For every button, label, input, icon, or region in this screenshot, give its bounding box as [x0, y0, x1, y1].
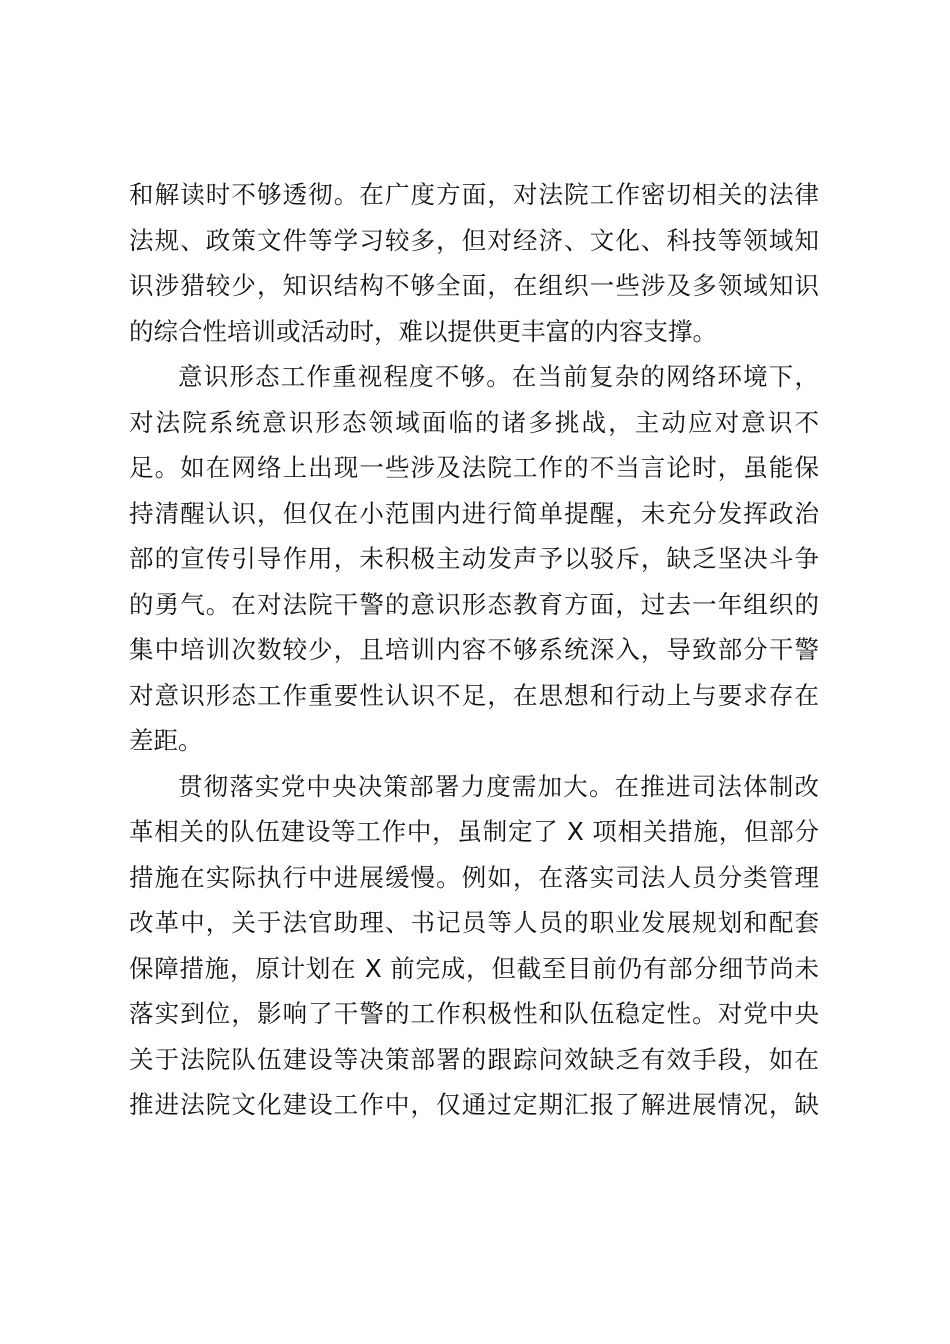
paragraph-3	[129, 764, 819, 1128]
paragraph-1	[129, 172, 819, 354]
text-line: 和解读时不够透彻。在广度方面，对法院工作密切相关的法律	[129, 180, 819, 209]
text-line: 的勇气。在对法院干警的意识形态教育方面，过去一年组织的	[129, 589, 819, 619]
text-line: 保障措施，原计划在 X 前完成，但截至目前仍有部分细节尚未	[129, 953, 819, 983]
text-line: 改革中，关于法官助理、书记员等人员的职业发展规划和配套	[129, 908, 819, 937]
text-line: 持清醒认识，但仅在小范围内进行简单提醒，未充分发挥政治	[129, 498, 819, 528]
text-line: 足。如在网络上出现一些涉及法院工作的不当言论时，虽能保	[129, 453, 819, 482]
text-line: 差距。	[129, 726, 203, 755]
text-line: 意识形态工作重视程度不够。在当前复杂的网络环境下，	[178, 362, 819, 391]
text-line: 对意识形态工作重要性认识不足，在思想和行动上与要求存在	[129, 680, 819, 710]
document-body	[129, 172, 819, 1128]
text-line: 法规、政策文件等学习较多，但对经济、文化、科技等领域知	[129, 225, 819, 255]
text-line: 革相关的队伍建设等工作中，虽制定了 X 项相关措施，但部分	[129, 817, 819, 846]
text-line: 识涉猎较少，知识结构不够全面，在组织一些涉及多领域知识	[129, 271, 819, 300]
text-line: 推进法院文化建设工作中，仅通过定期汇报了解进展情况，缺	[129, 1090, 819, 1119]
text-line: 的综合性培训或活动时，难以提供更丰富的内容支撑。	[129, 316, 717, 346]
text-line: 落实到位，影响了干警的工作积极性和队伍稳定性。对党中央	[129, 999, 819, 1028]
text-line: 关于法院队伍建设等决策部署的跟踪问效缺乏有效手段，如在	[129, 1044, 819, 1074]
text-line: 措施在实际执行中进展缓慢。例如，在落实司法人员分类管理	[129, 862, 819, 892]
paragraph-2	[129, 354, 819, 764]
text-line: 集中培训次数较少，且培训内容不够系统深入，导致部分干警	[129, 635, 819, 664]
text-line: 贯彻落实党中央决策部署力度需加大。在推进司法体制改	[178, 771, 819, 801]
text-line: 部的宣传引导作用，未积极主动发声予以驳斥，缺乏坚决斗争	[129, 544, 819, 573]
text-line: 对法院系统意识形态领域面临的诸多挑战，主动应对意识不	[129, 407, 819, 437]
